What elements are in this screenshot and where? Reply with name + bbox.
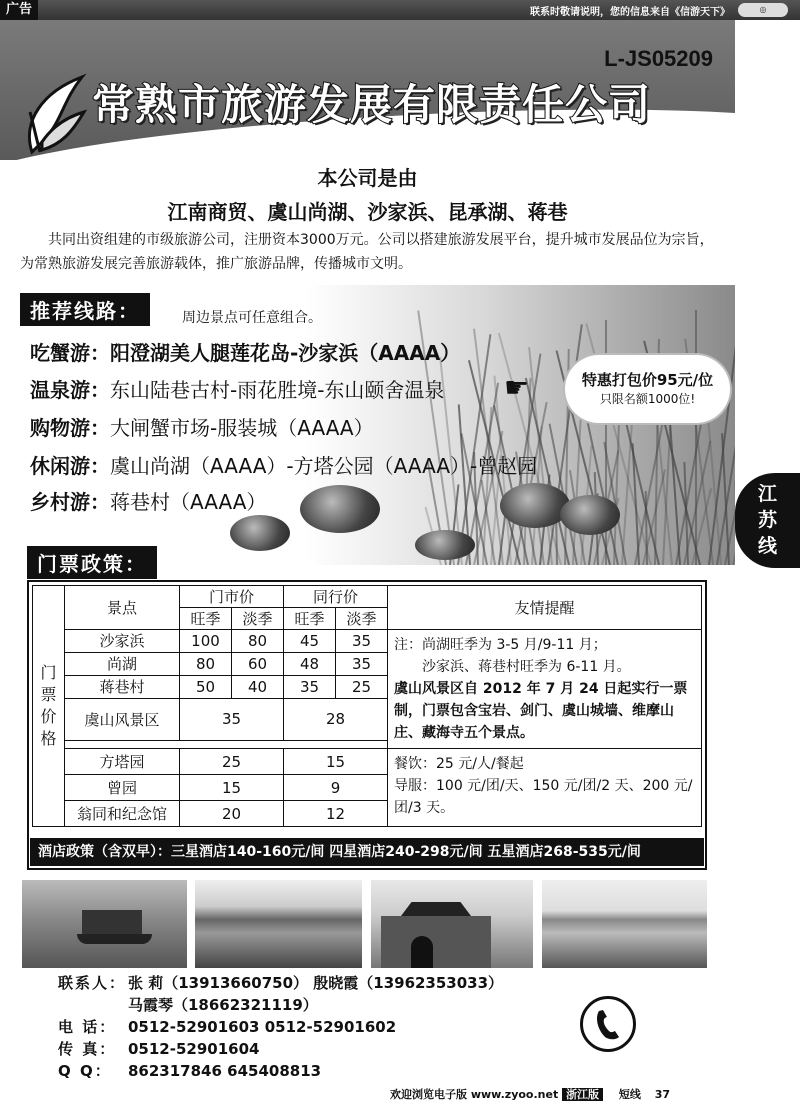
promo-bubble <box>565 355 730 423</box>
route-name: 休闲游： <box>30 454 110 478</box>
table-row: 方塔园 25 15 餐饮：25 元/人/餐起 导服：100 元/团/天、150 元/团/2 天、200 元/团/3 天。 <box>33 749 702 775</box>
table-row: 蒋巷村 50 40 35 25 <box>33 675 702 698</box>
route-item <box>30 337 460 366</box>
telephone-icon <box>580 996 636 1052</box>
route-name: 购物游： <box>30 416 110 440</box>
boat-photo <box>22 880 187 968</box>
recommended-routes <box>20 285 735 565</box>
header-gate-price: 门市价 <box>180 586 284 608</box>
contact-label: 联系人： <box>58 974 127 992</box>
route-name: 温泉游： <box>30 378 110 402</box>
fax-number: 0512-52901604 <box>128 1040 260 1058</box>
header-reminder: 友情提醒 <box>388 586 702 630</box>
phone-numbers: 0512-52901603 0512-52901602 <box>128 1018 397 1036</box>
promo-limit: 只限名额1000位! <box>599 392 696 406</box>
header-off: 淡季 <box>232 608 284 630</box>
crab-image <box>500 483 570 528</box>
page-number: 37 <box>654 1088 671 1101</box>
qq-numbers: 862317846 645408813 <box>128 1062 322 1080</box>
route-item <box>30 412 374 441</box>
source-note: 联系时敬请说明，您的信息来自《信游天下》 <box>530 7 730 18</box>
routes-label: 推荐线路： <box>20 293 150 326</box>
route-value: 东山陆巷古村-雨花胜境-东山颐舍温泉 <box>110 378 445 402</box>
route-value: 蒋巷村（AAAA） <box>110 490 267 514</box>
ad-tag: 广告 <box>0 0 38 20</box>
promo-price: 特惠打包价95元/位 <box>581 371 714 389</box>
routes-subtitle: 周边景点可任意组合。 <box>182 310 322 326</box>
section-name: 短线 <box>618 1088 641 1101</box>
qq-label: Q Q： <box>58 1062 112 1080</box>
route-value: 虞山尚湖（AAAA）-方塔公园（AAAA）-曾赵园 <box>110 454 538 478</box>
pointing-hand-icon: ☛ <box>504 371 530 404</box>
region-tab-char: 江 <box>757 483 777 505</box>
contacts <box>58 972 503 1082</box>
header-peak: 旺季 <box>284 608 336 630</box>
photo-strip <box>22 880 712 970</box>
route-value: 阳澄湖美人腿莲花岛-沙家浜（AAAA） <box>110 341 461 365</box>
gate-tower-photo <box>371 880 533 968</box>
ticket-table-frame <box>27 580 707 870</box>
crab-image <box>230 515 290 551</box>
ticket-table <box>32 585 702 827</box>
company-header <box>0 20 735 160</box>
route-item <box>30 486 266 515</box>
side-label: 门 票 价 格 <box>33 586 65 827</box>
hotel-policy: 酒店政策（含双早）：三星酒店140-160元/间 四星酒店240-298元/间 五星酒店268-535元/间 <box>30 838 704 866</box>
lake-photo <box>195 880 362 968</box>
header-trade-price: 同行价 <box>284 586 388 608</box>
region-tab-char: 苏 <box>757 509 777 531</box>
leaf-logo-icon <box>22 72 90 160</box>
product-code: L-JS05209 <box>604 46 713 71</box>
intro-line-2: 江南商贸、虞山尚湖、沙家浜、昆承湖、蒋巷 <box>167 200 568 224</box>
route-name: 吃蟹游： <box>30 341 110 365</box>
top-strip <box>0 0 800 20</box>
lakeshore-photo <box>542 880 707 968</box>
page-footer <box>390 1086 800 1104</box>
table-row: 尚湖 80 60 48 35 <box>33 652 702 675</box>
magazine-logo-icon: ◎ <box>738 3 788 17</box>
table-row: 翁同和纪念馆 20 12 <box>33 801 702 827</box>
region-tab-char: 线 <box>757 535 777 557</box>
crab-image <box>560 495 620 535</box>
route-item <box>30 374 444 403</box>
contact-persons: 张 莉（13913660750） 殷晓霞（13962353033） <box>128 974 504 992</box>
crab-image <box>415 530 475 560</box>
table-row: 沙家浜 100 80 45 35 注：尚湖旺季为 3-5 月/9-11 月； 沙家浜、蒋巷村旺季为 6-11 月。 虞山风景区自 2012 年 7 月 24 日起实行一票制，门票包含宝岩、剑门、虞山城墙、维摩山庄、藏海寺五个景点。 <box>33 630 702 653</box>
intro-line-1: 本公司是由 <box>317 166 418 190</box>
footer-browse: 欢迎浏览电子版 www.zyoo.net <box>390 1088 559 1101</box>
header-spot: 景点 <box>65 586 180 630</box>
notes-cell-2: 餐饮：25 元/人/餐起 导服：100 元/团/天、150 元/团/2 天、200 元/团/3 天。 <box>388 749 702 827</box>
route-value: 大闸蟹市场-服装城（AAAA） <box>110 416 374 440</box>
contact-persons-2: 马霞琴（18662321119） <box>128 996 318 1014</box>
fax-label: 传 真： <box>58 1040 117 1058</box>
region-tab <box>735 473 800 568</box>
intro-paragraph: 共同出资组建的市级旅游公司，注册资本3000万元。公司以搭建旅游发展平台，提升城市发展品位为宗旨，为常熟旅游发展完善旅游载体，推广旅游品牌，传播城市文明。 <box>20 232 714 272</box>
header-off: 淡季 <box>336 608 388 630</box>
route-item <box>30 450 537 479</box>
table-row: 曾园 15 9 <box>33 775 702 801</box>
route-name: 乡村游： <box>30 490 110 514</box>
table-row: 虞山风景区 35 28 <box>33 698 702 740</box>
phone-label: 电 话： <box>58 1018 117 1036</box>
company-name: 常熟市旅游发展有限责任公司 <box>92 80 652 129</box>
notes-cell: 注：尚湖旺季为 3-5 月/9-11 月； 沙家浜、蒋巷村旺季为 6-11 月。 虞山风景区自 2012 年 7 月 24 日起实行一票制，门票包含宝岩、剑门、虞山城墙、维摩山庄、藏海寺五个景点。 <box>388 630 702 749</box>
crab-image <box>300 485 380 533</box>
tickets-label: 门票政策： <box>27 546 157 579</box>
header-peak: 旺季 <box>180 608 232 630</box>
edition-badge: 浙江版 <box>562 1088 603 1101</box>
